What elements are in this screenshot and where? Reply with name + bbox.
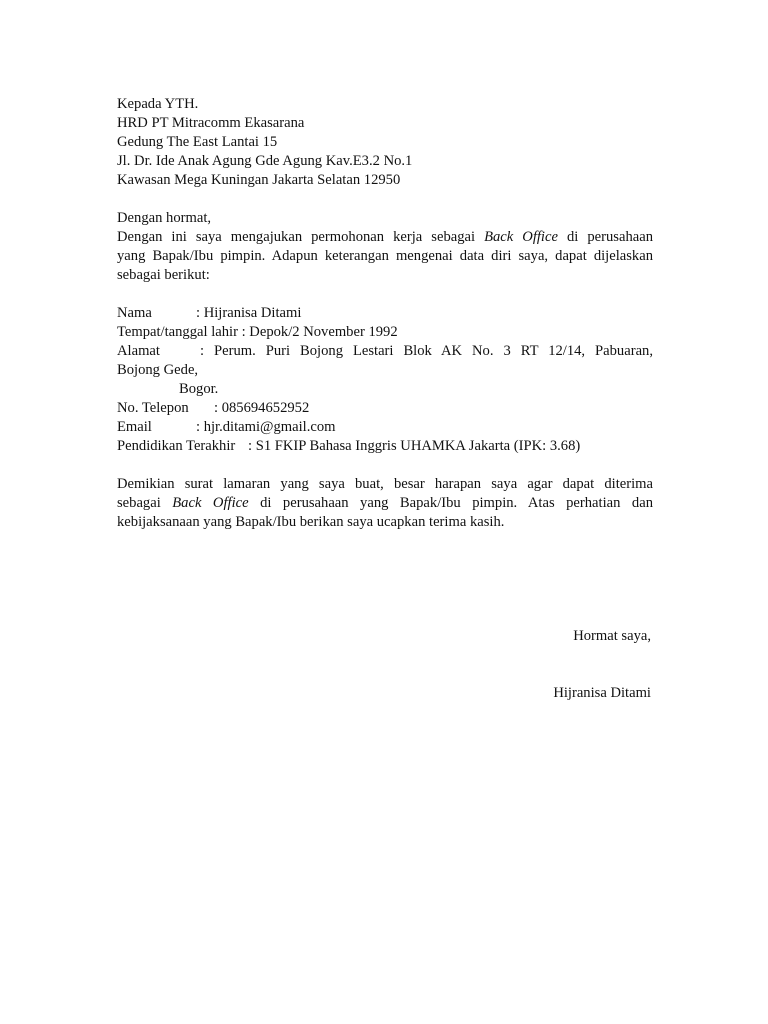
address-value: : Perum. Puri Bojong Lestari Blok AK No. 3 RT 12/14, Pabuaran, xyxy=(200,343,653,359)
recipient-building: Gedung The East Lantai 15 xyxy=(117,134,278,150)
phone-label: No. Telepon xyxy=(117,400,189,416)
closing-line-2-post: di perusahaan yang Bapak/Ibu pimpin. Atas perhatian dan xyxy=(248,495,653,511)
closing-line-1: Demikian surat lamaran yang saya buat, besar harapan saya agar dapat diterima xyxy=(117,476,653,492)
greeting: Dengan hormat, xyxy=(117,210,212,226)
phone-value: : 085694652952 xyxy=(214,400,310,416)
education-row xyxy=(117,437,580,456)
opening-line-1-post: di perusahaan xyxy=(557,229,653,245)
recipient-company: HRD PT Mitracomm Ekasarana xyxy=(117,115,305,131)
name-row xyxy=(117,304,301,323)
birth-row: Tempat/tanggal lahir : Depok/2 November 1992 xyxy=(117,324,398,340)
phone-row xyxy=(117,399,309,418)
opening-position: Back Office xyxy=(484,229,558,245)
address-line-2: Bojong Gede, xyxy=(117,362,199,378)
education-label: Pendidikan Terakhir xyxy=(117,438,236,454)
opening-line-2: yang Bapak/Ibu pimpin. Adapun keterangan mengenai data diri saya, dapat dijelaskan xyxy=(117,248,653,264)
recipient-salutation: Kepada YTH. xyxy=(117,96,199,112)
address-line-3: Bogor. xyxy=(179,381,219,397)
email-label: Email xyxy=(117,419,152,435)
opening-line-1-pre: Dengan ini saya mengajukan permohonan kerja sebagai xyxy=(117,229,485,245)
address-label: Alamat xyxy=(117,343,160,359)
name-label: Nama xyxy=(117,305,152,321)
signature-regards: Hormat saya, xyxy=(573,628,651,644)
opening-line-1 xyxy=(117,228,653,247)
recipient-area: Kawasan Mega Kuningan Jakarta Selatan 12950 xyxy=(117,172,401,188)
email-value: : hjr.ditami@gmail.com xyxy=(196,419,336,435)
education-value: : S1 FKIP Bahasa Inggris UHAMKA Jakarta (IPK: 3.68) xyxy=(248,438,581,454)
recipient-street: Jl. Dr. Ide Anak Agung Gde Agung Kav.E3.2 No.1 xyxy=(117,153,413,169)
address-row xyxy=(117,342,653,361)
closing-line-2 xyxy=(117,494,653,513)
closing-line-3: kebijaksanaan yang Bapak/Ibu berikan saya ucapkan terima kasih. xyxy=(117,514,505,530)
opening-line-3: sebagai berikut: xyxy=(117,267,210,283)
name-value: : Hijranisa Ditami xyxy=(196,305,302,321)
email-row xyxy=(117,418,336,437)
signature-name: Hijranisa Ditami xyxy=(553,685,651,701)
closing-line-2-pre: sebagai xyxy=(117,495,173,511)
closing-position: Back Office xyxy=(172,495,249,511)
